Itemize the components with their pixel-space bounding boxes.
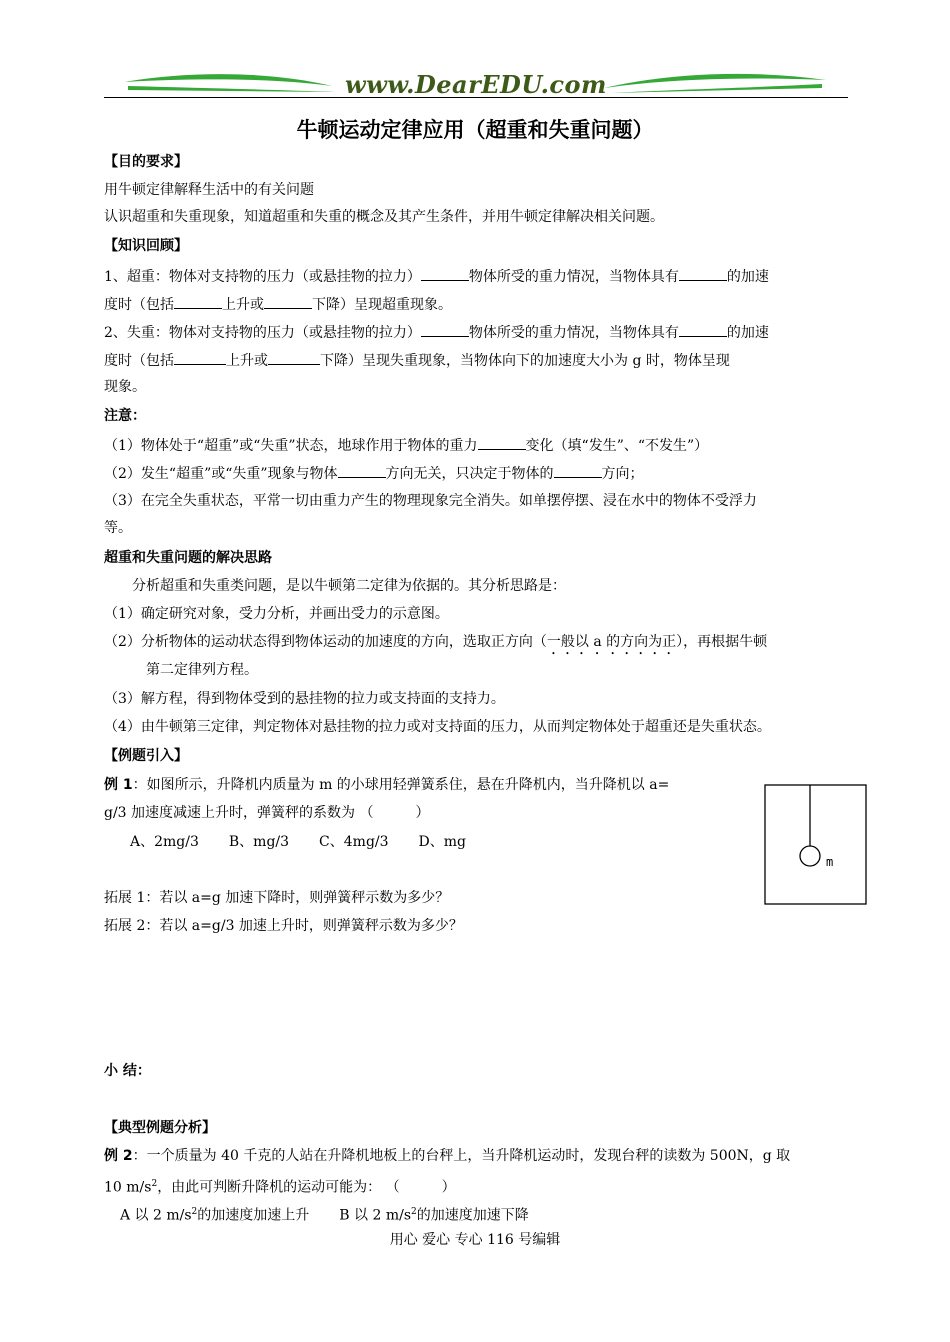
text: 变化（填“发生”、“不发生”）	[525, 438, 709, 454]
text: （2）分析物体的运动状态得到物体运动的加速度的方向，选取正方向（	[104, 634, 547, 650]
page-title: 牛顿运动定律应用（超重和失重问题）	[296, 118, 654, 142]
option-a-post: 的加速度加速上升	[197, 1207, 310, 1224]
superscript: 2	[411, 1207, 417, 1217]
text: 下降）呈现超重现象。	[312, 297, 452, 313]
goals-heading: 【目的要求】	[104, 154, 188, 170]
fill-blank[interactable]	[174, 293, 222, 309]
fill-blank[interactable]	[268, 349, 320, 365]
example-2-options	[120, 1202, 529, 1226]
text: 上升或	[226, 353, 268, 369]
example-2-line1	[104, 1146, 790, 1166]
text: ：如图所示，升降机内质量为 m 的小球用轻弹簧系住，悬在升降机内，当升降机以 a=	[132, 777, 670, 793]
note-1	[104, 434, 708, 456]
method-step-1: （1）确定研究对象，受力分析，并画出受力的示意图。	[104, 606, 449, 622]
method-intro: 分析超重和失重类问题，是以牛顿第二定律为依据的。其分析思路是：	[132, 578, 566, 594]
review-p1-line2	[104, 293, 452, 315]
fill-blank[interactable]	[679, 321, 727, 337]
review-p2-line1	[104, 321, 769, 343]
fill-blank[interactable]	[421, 321, 469, 337]
text: 10 m/s	[104, 1179, 152, 1196]
superscript: 2	[191, 1207, 198, 1217]
fill-blank[interactable]	[478, 434, 526, 450]
superscript: 2	[151, 1179, 158, 1189]
option-a-pre: A 以 2 m/s	[120, 1207, 192, 1224]
text: 度时（包括	[104, 353, 174, 369]
text: 物体所受的重力情况，当物体具有	[468, 325, 679, 341]
text: 方向；	[601, 466, 644, 482]
fill-blank[interactable]	[174, 349, 226, 365]
text: （2）发生“超重”或“失重”现象与物体	[104, 466, 338, 482]
logo-text: www.DearEDU.com	[345, 70, 607, 99]
elevator-box	[765, 785, 866, 904]
method-heading: 超重和失重问题的解决思路	[104, 550, 272, 566]
text: 方向无关，只决定于物体的	[385, 466, 554, 482]
text: 2、失重：物体对支持物的压力（或悬挂物的拉力）	[104, 325, 421, 341]
extension-1: 拓展 1：若以 a=g 加速下降时，则弹簧秤示数为多少？	[104, 890, 450, 906]
text: ），再根据牛顿	[676, 634, 768, 650]
text: 上升或	[222, 297, 264, 313]
review-heading: 【知识回顾】	[104, 238, 188, 254]
text: ，由此可判断升降机的运动可能为： （ ）	[157, 1179, 456, 1196]
elevator-diagram	[764, 784, 868, 906]
fill-blank[interactable]	[421, 265, 469, 281]
note-2	[104, 462, 644, 484]
option-d: D、mg	[418, 834, 466, 850]
text: ：一个质量为 40 千克的人站在升降机地板上的台秤上，当升降机运动时，发现台秤的读数为 500N，g 取	[132, 1148, 791, 1164]
option-b-pre: B 以 2 m/s	[339, 1207, 412, 1224]
fill-blank[interactable]	[679, 265, 727, 281]
method-step-2-cont: 第二定律列方程。	[146, 662, 258, 678]
mass-label: m	[826, 855, 834, 869]
method-step-4: （4）由牛顿第三定律，判定物体对悬挂物的拉力或对支持面的压力，从而判定物体处于超重还是失重状态。	[104, 719, 771, 735]
examples-heading: 【例题引入】	[104, 748, 188, 764]
review-p2-line3: 现象。	[104, 379, 146, 395]
text: （1）物体处于“超重”或“失重”状态，地球作用于物体的重力	[104, 438, 478, 454]
option-a: A、2mg/3	[130, 834, 199, 850]
text: 的加速	[726, 325, 769, 341]
option-b: B、mg/3	[228, 834, 290, 850]
extension-2: 拓展 2：若以 a=g/3 加速上升时，则弹簧秤示数为多少？	[104, 918, 463, 934]
example-1-line2: g/3 加速度减速上升时，弹簧秤的系数为 （ ）	[104, 805, 430, 821]
summary-label: 小 结：	[104, 1063, 151, 1079]
fill-blank[interactable]	[338, 462, 386, 478]
note-3-line1: （3）在完全失重状态，平常一切由重力产生的物理现象完全消失。如单摆停摆、浸在水中的物体不受浮力	[104, 493, 757, 509]
notes-heading: 注意：	[104, 408, 146, 424]
example-1-line1	[104, 775, 669, 795]
example-1-label: 例 1	[104, 777, 133, 793]
text: 的加速	[726, 269, 769, 285]
text: 下降）呈现失重现象，当物体向下的加速度大小为 g 时，物体呈现	[320, 353, 730, 369]
note-3-line2: 等。	[104, 520, 132, 536]
review-p1-line1	[104, 265, 769, 287]
fill-blank[interactable]	[554, 462, 602, 478]
option-b-post: 的加速度加速下降	[416, 1207, 529, 1224]
method-step-3: （3）解方程，得到物体受到的悬挂物的拉力或支持面的支持力。	[104, 691, 505, 707]
goals-line-1: 用牛顿定律解释生活中的有关问题	[104, 182, 314, 198]
method-step-2	[104, 632, 767, 658]
typical-heading: 【典型例题分析】	[104, 1120, 216, 1136]
ball-circle	[800, 846, 820, 866]
fill-blank[interactable]	[264, 293, 312, 309]
example-2-label: 例 2	[104, 1148, 133, 1164]
header-rule	[104, 97, 848, 98]
dearedu-logo	[104, 68, 848, 104]
elevator-figure	[764, 784, 868, 906]
text: 1、超重：物体对支持物的压力（或悬挂物的拉力）	[104, 269, 421, 285]
review-p2-line2	[104, 349, 730, 371]
text: 物体所受的重力情况，当物体具有	[468, 269, 679, 285]
option-c: C、4mg/3	[319, 834, 389, 850]
emphasis-text: 一般以 a 的方向为正	[546, 634, 677, 650]
example-1-options	[130, 832, 466, 852]
example-2-line2	[104, 1174, 456, 1198]
goals-line-2: 认识超重和失重现象，知道超重和失重的概念及其产生条件，并用牛顿定律解决相关问题。	[104, 209, 664, 225]
text: 度时（包括	[104, 297, 174, 313]
page-footer: 用心 爱心 专心 116 号编辑	[389, 1232, 561, 1248]
